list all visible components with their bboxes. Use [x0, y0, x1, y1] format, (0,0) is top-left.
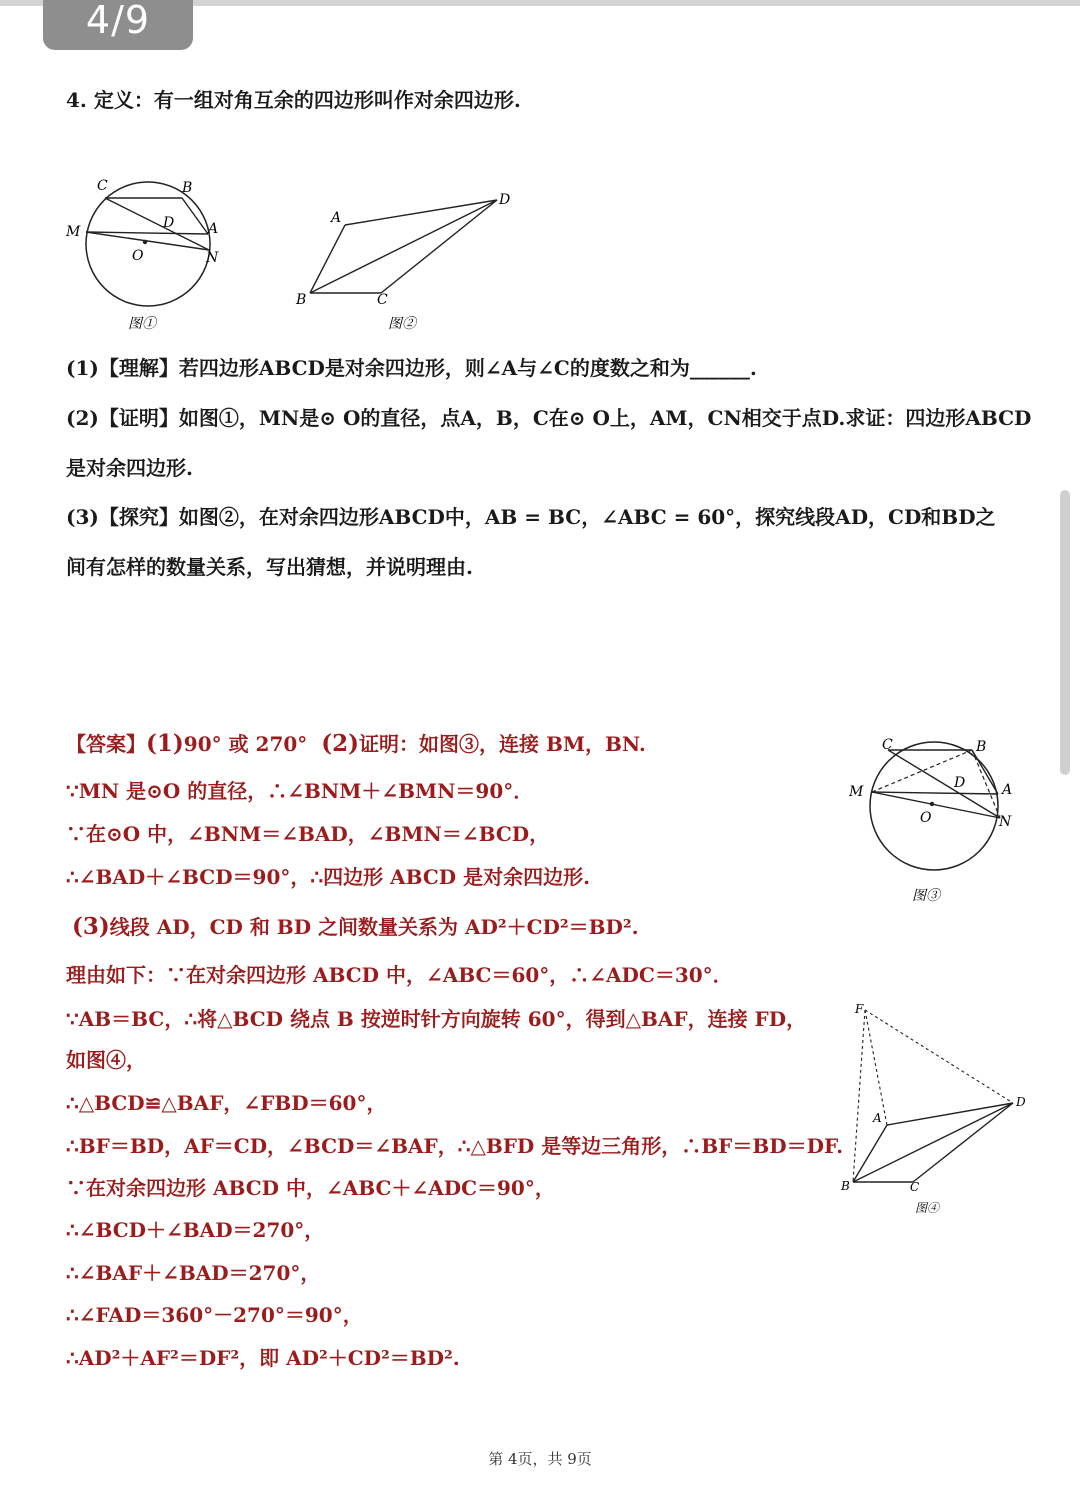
label-a: A — [873, 1111, 882, 1125]
segment-ma — [86, 232, 208, 234]
part1-text: (1)【理解】若四边形ABCD是对余四边形，则∠A与∠C的度数之和为______. — [66, 356, 757, 380]
segment-ad — [345, 200, 497, 225]
segment-fa-dashed — [865, 1010, 887, 1125]
part2-line2: 是对余四边形. — [66, 456, 193, 480]
label-a: A — [1002, 782, 1013, 798]
answer-line14: ∴∠FAD＝360°－270°＝90°， — [66, 1303, 363, 1327]
label-m: M — [849, 784, 864, 800]
answer-line11: ∵在对余四边形 ABCD 中，∠ABC＋∠ADC＝90°， — [66, 1176, 555, 1200]
answer-line7: ∵AB＝BC，∴将△BCD 绕点 B 按逆时针方向旋转 60°，得到△BAF，连接 FD， — [66, 1007, 807, 1031]
circle-o — [86, 182, 210, 306]
answer-line15: ∴AD²＋AF²＝DF²，即 AD²＋CD²＝BD². — [66, 1346, 460, 1370]
figure-3 — [840, 732, 1030, 907]
page-footer: 第 4页，共 9页 — [488, 1450, 592, 1468]
label-d: D — [954, 775, 966, 791]
label-c: C — [882, 737, 893, 753]
segment-ad — [887, 1103, 1013, 1125]
label-o: O — [920, 810, 932, 826]
center-dot — [143, 240, 147, 244]
label-b: B — [841, 1179, 850, 1193]
part3-line2: 间有怎样的数量关系，写出猜想，并说明理由. — [66, 555, 473, 579]
segment-fb-dashed — [853, 1010, 865, 1182]
label-c: C — [97, 178, 108, 194]
answer-line13: ∴∠BAF＋∠BAD＝270°， — [66, 1261, 321, 1285]
segment-mn — [872, 792, 1000, 818]
answer-line9: ∴△BCD≌△BAF，∠FBD＝60°， — [66, 1091, 387, 1115]
definition-text: 4. 定义：有一组对角互余的四边形叫作对余四边形. — [66, 88, 521, 112]
answer-line12: ∴∠BCD＋∠BAD＝270°， — [66, 1218, 325, 1242]
scrollbar-thumb[interactable] — [1060, 490, 1070, 775]
label-b: B — [296, 292, 307, 308]
fig1-caption: 图① — [128, 316, 156, 332]
answer-label: 【答案】 — [66, 732, 146, 756]
answer-line10: ∴BF＝BD，AF＝CD，∠BCD＝∠BAF，∴△BFD 是等边三角形，∴BF＝BD＝DF. — [66, 1134, 844, 1158]
answer-line2: ∵MN 是⊙O 的直径，∴∠BNM＋∠BMN＝90°． — [66, 779, 534, 803]
label-c: C — [910, 1180, 920, 1194]
segment-ma — [872, 792, 998, 794]
label-c: C — [377, 292, 388, 308]
answer-line3: ∵在⊙O 中，∠BNM＝∠BAD，∠BMN＝∠BCD， — [66, 822, 550, 846]
part2-marker: (2) — [321, 730, 360, 757]
answer-line5 — [72, 911, 639, 940]
part2-line1: (2)【证明】如图①，MN是⊙ O的直径，点A，B，C在⊙ O上，AM，CN相交于点D.求证：四边形ABCD — [66, 406, 1032, 430]
label-f: F — [855, 1002, 864, 1016]
label-d: D — [163, 215, 175, 231]
fig3-caption: 图③ — [912, 888, 940, 904]
fig2-caption: 图② — [388, 316, 416, 332]
label-n: N — [999, 814, 1012, 830]
fig4-caption: 图④ — [915, 1201, 940, 1215]
answer-line6: 理由如下：∵在对余四边形 ABCD 中，∠ABC＝60°，∴∠ADC＝30°． — [66, 963, 733, 987]
segment-cn — [888, 750, 1000, 818]
part3-line1: (3)【探究】如图②，在对余四边形ABCD中，AB = BC，∠ABC = 60°，探究线段AD，CD和BD之 — [66, 505, 996, 529]
segment-cd — [913, 1103, 1013, 1182]
segment-ba — [972, 750, 998, 794]
label-o: O — [132, 248, 144, 264]
part1-answer: 90° 或 270° — [183, 732, 308, 756]
page-indicator: 4/9 — [43, 0, 193, 50]
label-a: A — [208, 221, 219, 237]
figure-1 — [60, 172, 250, 337]
label-n: N — [206, 250, 219, 266]
figure-4 — [835, 995, 1035, 1220]
answer-line8: 如图④， — [66, 1048, 146, 1072]
label-d: D — [1016, 1095, 1026, 1109]
segment-cd — [381, 200, 497, 293]
answer-line4: ∴∠BAD＋∠BCD＝90°，∴四边形 ABCD 是对余四边形. — [66, 865, 591, 889]
part3-conclusion: 线段 AD，CD 和 BD 之间数量关系为 AD²＋CD²＝BD². — [109, 915, 639, 939]
part1-marker: (1) — [146, 730, 184, 757]
figure-2 — [285, 180, 525, 337]
center-dot — [930, 802, 934, 806]
part3-marker: (3) — [72, 913, 110, 940]
label-d: D — [499, 192, 511, 208]
label-a: A — [331, 210, 342, 226]
label-b: B — [976, 739, 987, 755]
answer-line1 — [66, 728, 646, 757]
label-b: B — [182, 180, 193, 196]
label-m: M — [66, 224, 81, 240]
segment-bn-dashed — [972, 750, 1000, 818]
part2-intro: 证明：如图③，连接 BM，BN. — [359, 732, 646, 756]
segment-fd-dashed — [865, 1010, 1013, 1103]
segment-ab — [310, 225, 345, 293]
